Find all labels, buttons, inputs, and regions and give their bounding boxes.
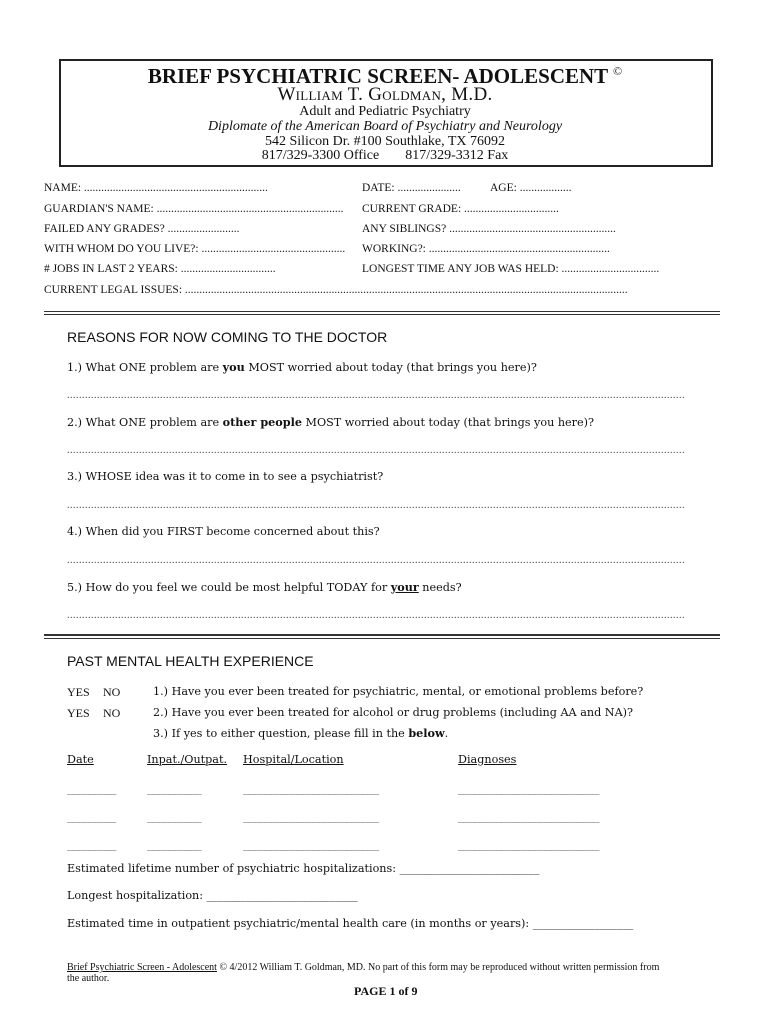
question-1 — [67, 360, 537, 374]
yes-option-1[interactable]: YES — [67, 685, 90, 699]
question-3: 3.) WHOSE idea was it to come in to see a psychiatrist? — [67, 470, 384, 483]
longest-hospitalization[interactable]: Longest hospitalization: ___________________________ — [67, 889, 358, 902]
answer-line-5[interactable]: .............................................................................................................................................................................................................. — [67, 610, 685, 621]
blank-inpat-1[interactable]: __________ — [147, 784, 202, 795]
age-field[interactable]: AGE: .................. — [490, 182, 572, 194]
outpatient-duration[interactable]: Estimated time in outpatient psychiatric/mental health care (in months or years): __________________ — [67, 917, 634, 930]
column-inpat-outpat: Inpat./Outpat. — [147, 753, 228, 766]
question-2-pre: 2.) What ONE problem are — [67, 416, 223, 429]
lifetime-hospitalizations[interactable]: Estimated lifetime number of psychiatric hospitalizations: _________________________ — [67, 862, 540, 875]
phone-line — [0, 148, 770, 164]
longest-job-field[interactable]: LONGEST TIME ANY JOB WAS HELD: .................................. — [362, 263, 660, 275]
working-field[interactable]: WORKING?: ............................................................... — [362, 243, 610, 255]
siblings-field[interactable]: ANY SIBLINGS? .......................................................... — [362, 223, 616, 235]
practice-address: 542 Silicon Dr. #100 Southlake, TX 76092 — [264, 134, 506, 149]
date-field[interactable]: DATE: ...................... — [362, 182, 461, 194]
footer-copyright: © 4/2012 William T. Goldman, MD. No part of this form may be reproduced without written permission from — [216, 962, 660, 973]
failed-grades-field[interactable]: FAILED ANY GRADES? ......................... — [44, 223, 240, 235]
office-phone: 817/329-3300 Office — [261, 148, 380, 163]
divider — [44, 314, 720, 315]
divider — [44, 311, 720, 312]
answer-line-4[interactable]: .............................................................................................................................................................................................................. — [67, 555, 685, 566]
column-hospital: Hospital/Location — [243, 753, 344, 766]
blank-hospital-3[interactable]: _________________________ — [243, 840, 379, 851]
form-title-text: BRIEF PSYCHIATRIC SCREEN- ADOLESCENT — [147, 64, 608, 88]
blank-date-3[interactable]: _________ — [67, 840, 116, 851]
question-2 — [67, 415, 594, 429]
divider — [44, 634, 720, 636]
question-1-post: MOST worried about today (that brings you here)? — [244, 361, 537, 374]
blank-diagnoses-3[interactable]: __________________________ — [458, 840, 599, 851]
answer-line-1[interactable]: .............................................................................................................................................................................................................. — [67, 390, 685, 401]
blank-diagnoses-2[interactable]: __________________________ — [458, 812, 599, 823]
yes-option-2[interactable]: YES — [67, 706, 90, 720]
page-number: PAGE 1 of 9 — [354, 984, 418, 998]
question-4: 4.) When did you FIRST become concerned about this? — [67, 525, 380, 538]
footer-link[interactable]: Brief Psychiatric Screen - Adolescent — [67, 962, 217, 973]
blank-inpat-2[interactable]: __________ — [147, 812, 202, 823]
grade-field[interactable]: CURRENT GRADE: ................................. — [362, 203, 559, 215]
blank-diagnoses-1[interactable]: __________________________ — [458, 784, 599, 795]
answer-line-2[interactable]: .............................................................................................................................................................................................................. — [67, 445, 685, 456]
divider — [44, 638, 720, 639]
question-5-post: needs? — [418, 581, 462, 594]
doctor-name: William T. Goldman, M.D. — [277, 84, 493, 105]
board-certification: Diplomate of the American Board of Psychiatry and Neurology — [207, 119, 563, 134]
blank-hospital-2[interactable]: _________________________ — [243, 812, 379, 823]
past-heading: PAST MENTAL HEALTH EXPERIENCE — [67, 653, 314, 669]
past-question-3-pre: 3.) If yes to either question, please fill in the — [153, 727, 409, 740]
past-question-3 — [153, 726, 448, 740]
fax-number: 817/329-3312 Fax — [405, 148, 509, 163]
answer-line-3[interactable]: .............................................................................................................................................................................................................. — [67, 500, 685, 511]
question-2-post: MOST worried about today (that brings you here)? — [301, 416, 595, 429]
past-question-3-emphasis: below — [408, 726, 445, 740]
blank-date-2[interactable]: _________ — [67, 812, 116, 823]
footer-line — [67, 962, 659, 973]
no-option-1[interactable]: NO — [103, 685, 121, 699]
live-with-field[interactable]: WITH WHOM DO YOU LIVE?: .................................................. — [44, 243, 346, 255]
footer-line-2: the author. — [67, 973, 110, 984]
reasons-heading: REASONS FOR NOW COMING TO THE DOCTOR — [67, 329, 388, 345]
blank-inpat-3[interactable]: __________ — [147, 840, 202, 851]
question-5-emphasis: your — [390, 580, 419, 594]
no-option-2[interactable]: NO — [103, 706, 121, 720]
question-5-pre: 5.) How do you feel we could be most helpful TODAY for — [67, 581, 391, 594]
question-1-pre: 1.) What ONE problem are — [67, 361, 223, 374]
column-date: Date — [67, 753, 94, 766]
legal-issues-field[interactable]: CURRENT LEGAL ISSUES: .......................................................................................................................................................... — [44, 284, 628, 296]
column-diagnoses: Diagnoses — [458, 753, 517, 766]
blank-hospital-1[interactable]: _________________________ — [243, 784, 379, 795]
name-field[interactable]: NAME: ................................................................ — [44, 182, 268, 194]
jobs-field[interactable]: # JOBS IN LAST 2 YEARS: ................................. — [44, 263, 276, 275]
blank-date-1[interactable]: _________ — [67, 784, 116, 795]
copyright-symbol: © — [613, 64, 623, 78]
question-5 — [67, 580, 462, 594]
practice-name: Adult and Pediatric Psychiatry — [299, 104, 471, 119]
past-question-2: 2.) Have you ever been treated for alcohol or drug problems (including AA and NA)? — [153, 706, 634, 719]
question-2-emphasis: other people — [222, 415, 302, 429]
guardian-field[interactable]: GUARDIAN'S NAME: ................................................................. — [44, 203, 344, 215]
past-question-3-post: . — [444, 727, 449, 740]
past-question-1: 1.) Have you ever been treated for psychiatric, mental, or emotional problems before? — [153, 685, 644, 698]
question-1-emphasis: you — [222, 360, 245, 374]
